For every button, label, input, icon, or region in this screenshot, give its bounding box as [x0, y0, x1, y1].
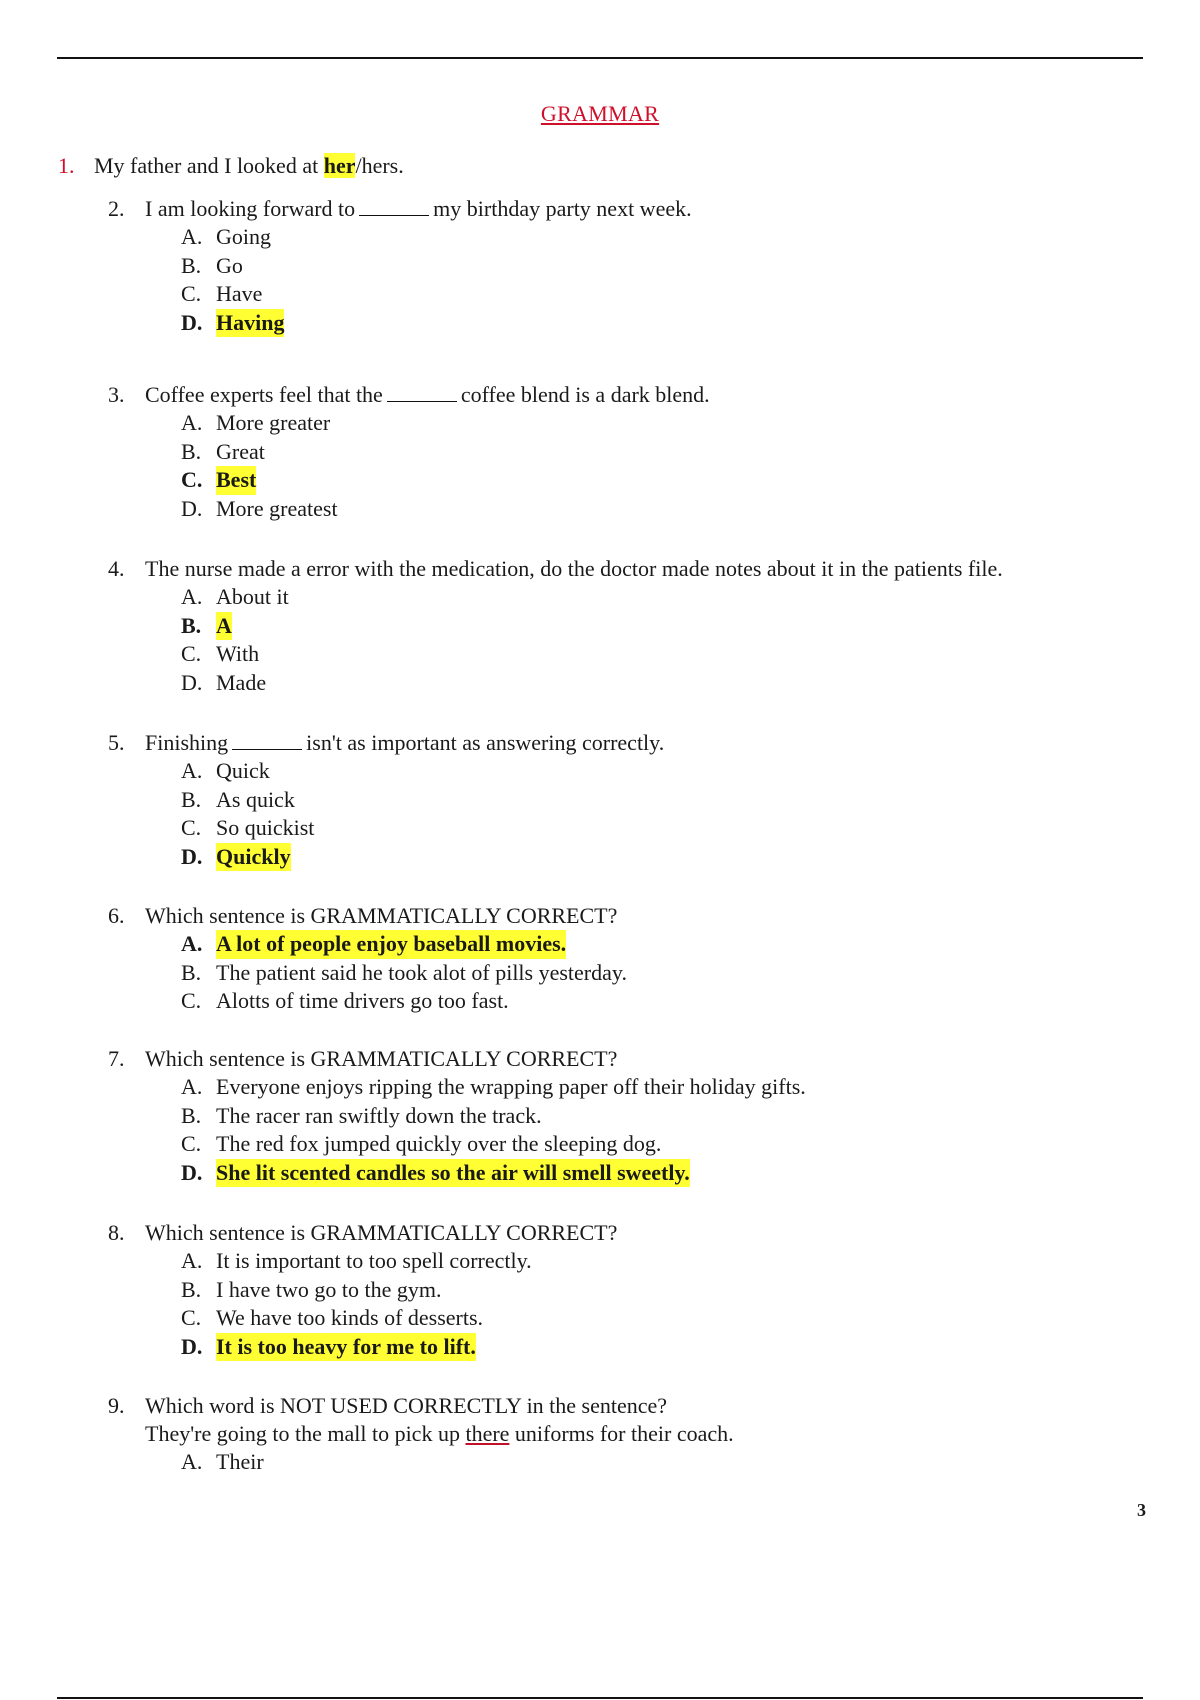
page-number: 3 [1137, 1500, 1146, 1520]
answer-blank [359, 199, 429, 216]
option-d-correct: D. Quickly [108, 843, 664, 872]
option-c: C. The red fox jumped quickly over the sleeping dog. [181, 1131, 662, 1156]
option-b-correct: B. A [108, 612, 1003, 641]
option-b: B. The patient said he took alot of pills yesterday. [181, 959, 627, 985]
option-b: B. As quick [181, 786, 295, 812]
options-list [108, 1073, 806, 1187]
options-list [108, 409, 710, 523]
question-5 [108, 729, 664, 871]
option-d-correct: D. It is too heavy for me to lift. [108, 1333, 617, 1362]
question-stem: 3. Coffee experts feel that the coffee blend is a dark blend. [108, 382, 710, 407]
option-d-correct: D. She lit scented candles so the air will smell sweetly. [108, 1159, 806, 1188]
question-text-prefix: My father and I looked at [94, 153, 324, 178]
question-6 [108, 902, 627, 1016]
options-list [108, 223, 692, 337]
options-list [108, 1448, 734, 1477]
options-list [108, 757, 664, 871]
option-a: A. Going [181, 224, 271, 249]
question-stem: 5. Finishing isn't as important as answering correctly. [108, 730, 665, 755]
answer-blank [232, 733, 302, 750]
option-b: B. Go [181, 252, 243, 278]
highlighted-answer: her [323, 153, 356, 178]
question-4 [108, 555, 1003, 697]
options-list [108, 930, 627, 1016]
question-stem: 7. Which sentence is GRAMMATICALLY CORRECT? [108, 1046, 618, 1071]
options-list [108, 583, 1003, 697]
options-list [108, 1247, 617, 1361]
option-d: D. Made [181, 669, 267, 695]
bottom-rule [57, 1697, 1143, 1699]
option-c: C. With [181, 641, 260, 666]
option-a: A. Quick [181, 758, 270, 783]
option-c: C. We have too kinds of desserts. [181, 1305, 484, 1330]
question-sentence: They're going to the mall to pick up there uniforms for their coach. [145, 1421, 734, 1446]
option-a: A. It is important to too spell correctly. [181, 1248, 532, 1273]
option-a: A. Their [181, 1449, 264, 1474]
question-stem: 8. Which sentence is GRAMMATICALLY CORRECT? [108, 1220, 618, 1245]
question-stem: 6. Which sentence is GRAMMATICALLY CORRECT? [108, 903, 618, 928]
answer-blank [387, 385, 457, 402]
option-c: C. Have [181, 281, 263, 306]
option-b: B. Great [181, 438, 265, 464]
question-9 [108, 1392, 734, 1477]
option-d-correct: D. Having [108, 309, 692, 338]
option-a-correct: A. A lot of people enjoy baseball movies. [108, 930, 627, 959]
question-8 [108, 1219, 617, 1361]
option-b: B. I have two go to the gym. [181, 1276, 442, 1302]
top-rule [57, 57, 1143, 59]
option-a: A. More greater [181, 410, 331, 435]
option-b: B. The racer ran swiftly down the track. [181, 1102, 542, 1128]
question-7 [108, 1045, 806, 1187]
page-title: GRAMMAR [540, 101, 660, 126]
question-3 [108, 381, 710, 523]
option-a: A. About it [181, 584, 289, 609]
question-1 [58, 153, 404, 179]
question-stem: 9. Which word is NOT USED CORRECTLY in the sentence? [108, 1393, 668, 1418]
option-c: C. So quickist [181, 815, 315, 840]
question-stem: 2. I am looking forward to my birthday party next week. [108, 196, 692, 221]
question-2 [108, 195, 692, 337]
option-a: A. Everyone enjoys ripping the wrapping paper off their holiday gifts. [181, 1074, 806, 1099]
question-stem: 4. The nurse made a error with the medication, do the doctor made notes about it in the patients file. [108, 556, 1003, 581]
option-c-correct: C. Best [108, 466, 710, 495]
option-c: C. Alotts of time drivers go too fast. [181, 988, 509, 1013]
option-d: D. More greatest [181, 495, 338, 521]
question-text-suffix: /hers. [355, 153, 404, 178]
underlined-word: there [465, 1421, 510, 1446]
question-number: 1. [58, 153, 75, 178]
